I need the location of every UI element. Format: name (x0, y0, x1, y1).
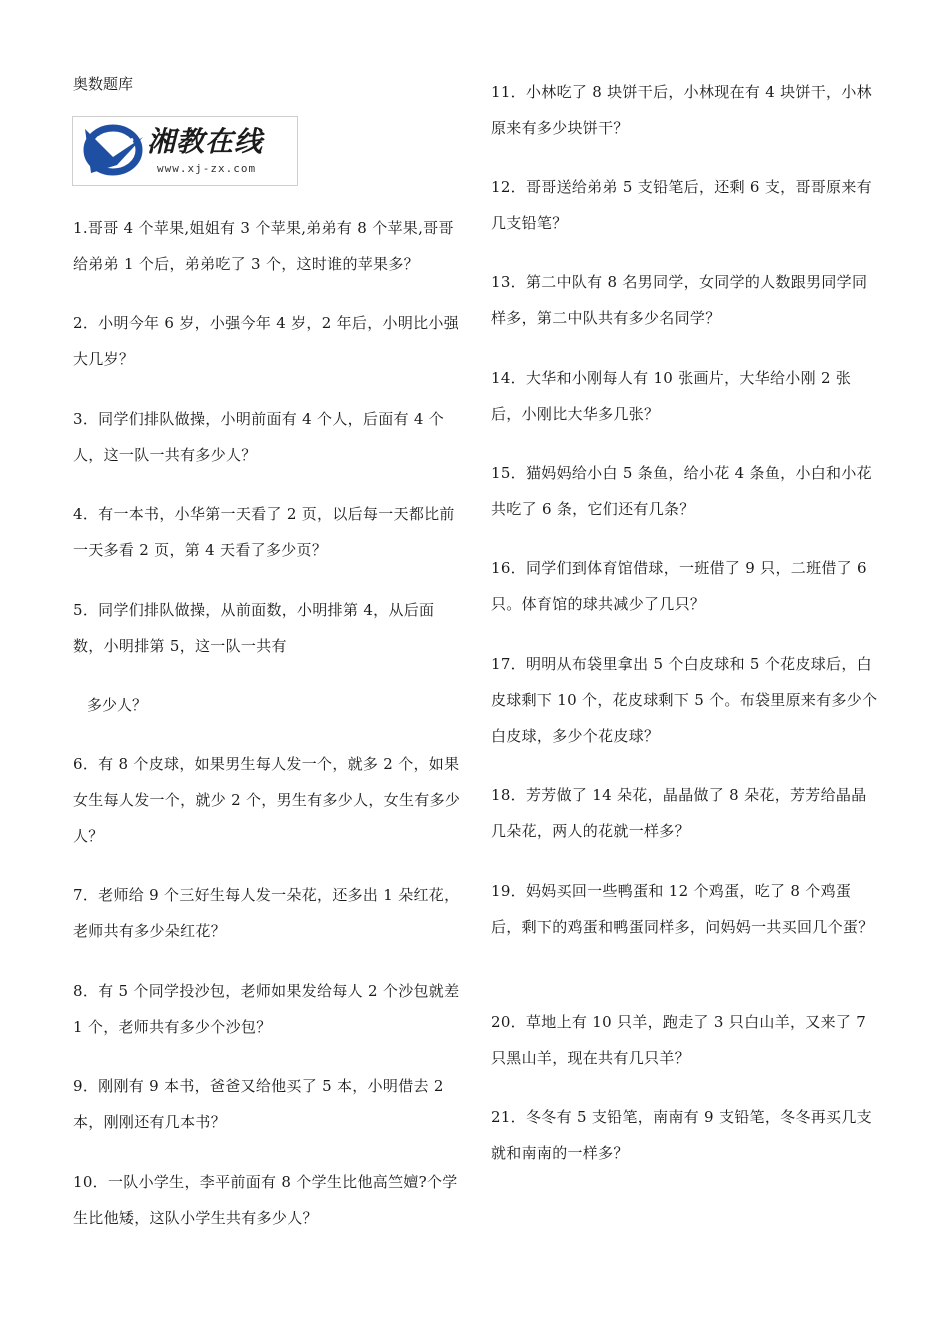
question-5-continuation: 多少人？ (87, 696, 148, 714)
logo-wordmark: 湘教在线 (147, 125, 264, 158)
question-12: 12．哥哥送给弟弟 5 支铅笔后，还剩 6 支，哥哥原来有几支铅笔？ (491, 178, 872, 232)
question-4: 4．有一本书，小华第一天看了 2 页，以后每一天都比前一天多看 2 页，第 4 天看了多少页？ (73, 505, 455, 559)
document-title: 奥数题库 (73, 75, 134, 93)
question-13: 13．第二中队有 8 名男同学，女同学的人数跟男同学同样多，第二中队共有多少名同学？ (491, 273, 868, 327)
question-21: 21．冬冬有 5 支铅笔，南南有 9 支铅笔，冬冬再买几支就和南南的一样多？ (491, 1108, 872, 1162)
question-14: 14．大华和小刚每人有 10 张画片，大华给小刚 2 张后，小刚比大华多几张？ (491, 369, 852, 423)
question-5: 5．同学们排队做操，从前面数，小明排第 4，从后面数，小明排第 5，这一队一共有 (73, 601, 435, 655)
question-19: 19．妈妈买回一些鸭蛋和 12 个鸡蛋，吃了 8 个鸡蛋后，剩下的鸡蛋和鸭蛋同样多，问妈妈一共买回几个蛋？ (491, 882, 874, 936)
question-16: 16．同学们到体育馆借球，一班借了 9 只，二班借了 6 只。体育馆的球共减少了几只？ (491, 559, 867, 613)
question-6: 6．有 8 个皮球，如果男生每人发一个，就多 2 个，如果女生每人发一个，就少 2 个，男生有多少人，女生有多少人？ (73, 755, 461, 845)
question-18: 18．芳芳做了 14 朵花，晶晶做了 8 朵花，芳芳给晶晶几朵花，两人的花就一样多？ (491, 786, 867, 840)
question-2: 2．小明今年 6 岁，小强今年 4 岁，2 年后，小明比小强大几岁？ (73, 314, 460, 368)
question-11: 11．小林吃了 8 块饼干后，小林现在有 4 块饼干，小林原来有多少块饼干？ (491, 83, 872, 137)
question-17: 17．明明从布袋里拿出 5 个白皮球和 5 个花皮球后，白皮球剩下 10 个，花皮球剩下 5 个。布袋里原来有多少个白皮球，多少个花皮球？ (491, 655, 878, 745)
question-1: 1.哥哥 4 个苹果,姐姐有 3 个苹果,弟弟有 8 个苹果,哥哥给弟弟 1 个后，弟弟吃了 3 个，这时谁的苹果多？ (73, 219, 454, 273)
question-20: 20．草地上有 10 只羊，跑走了 3 只白山羊，又来了 7 只黑山羊，现在共有几只羊？ (491, 1013, 867, 1067)
question-9: 9．刚刚有 9 本书，爸爸又给他买了 5 本，小明借去 2 本，刚刚还有几本书？ (73, 1077, 444, 1131)
question-15: 15．猫妈妈给小白 5 条鱼，给小花 4 条鱼，小白和小花共吃了 6 条，它们还有几条？ (491, 464, 872, 518)
question-3: 3．同学们排队做操，小明前面有 4 个人，后面有 4 个人，这一队一共有多少人？ (73, 410, 445, 464)
logo-emblem-icon (77, 117, 149, 185)
question-7: 7．老师给 9 个三好生每人发一朵花，还多出 1 朵红花，老师共有多少朵红花？ (73, 886, 460, 940)
logo (72, 116, 298, 186)
logo-url: www.xj-zx.com (157, 162, 257, 175)
question-10: 10．一队小学生，李平前面有 8 个学生比他高竺嬗?个学生比他矮，这队小学生共有多少人？ (73, 1173, 458, 1227)
question-8: 8．有 5 个同学投沙包，老师如果发给每人 2 个沙包就差 1 个，老师共有多少个沙包？ (73, 982, 460, 1036)
